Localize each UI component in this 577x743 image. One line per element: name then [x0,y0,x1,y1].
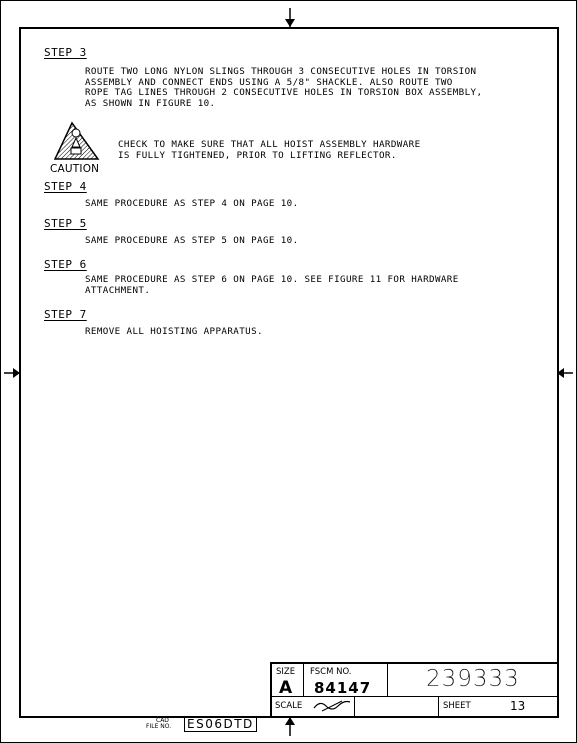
left-center-arrow-icon [4,366,21,380]
file-no-label: FILE NO. [146,723,172,730]
top-center-arrow-icon [283,8,297,28]
fscm-value: 84147 [314,679,372,697]
cad-label: CAD [156,717,169,724]
size-label: SIZE [276,667,296,677]
step-7-text: REMOVE ALL HOISTING APPARATUS. [85,326,263,337]
fscm-label: FSCM NO. [310,667,352,677]
step-3-text: ROUTE TWO LONG NYLON SLINGS THROUGH 3 CONSECUTIVE HOLES IN TORSION ASSEMBLY AND CONNECT ENDS USING A 5/8" SHACKLE. ALSO ROUTE TWO ROPE TAG LINES THROUGH 2 CONSECUTIVE HOLES IN TORSION BOX ASSEMBLY, AS SHOWN IN FIGURE 10. [85,66,483,109]
sheet-label: SHEET [443,701,471,711]
scale-none-symbol-icon [312,698,352,714]
bottom-center-arrow-icon [283,716,297,736]
step-6-text: SAME PROCEDURE AS STEP 6 ON PAGE 10. SEE FIGURE 11 FOR HARDWARE ATTACHMENT. [85,274,459,296]
size-value: A [279,678,293,698]
caution-warning-icon [52,121,108,163]
caution-text: CHECK TO MAKE SURE THAT ALL HOIST ASSEMBLY HARDWARE IS FULLY TIGHTENED, PRIOR TO LIFTING REFLECTOR. [118,139,421,161]
title-block [270,662,557,716]
step-4-text: SAME PROCEDURE AS STEP 4 ON PAGE 10. [85,198,299,209]
sheet-value: 13 [510,699,526,713]
step-5-text: SAME PROCEDURE AS STEP 5 ON PAGE 10. [85,235,299,246]
step-7-heading: STEP 7 [44,308,87,321]
step-3-heading: STEP 3 [44,46,87,59]
step-4-heading: STEP 4 [44,180,87,193]
step-5-heading: STEP 5 [44,217,87,230]
scale-label: SCALE [275,701,303,711]
caution-label: CAUTION [50,163,100,175]
cad-file-number: ES06DTD [184,716,257,732]
caution-symbol [50,121,110,175]
cad-file-label [146,718,171,730]
drawing-number: 239333 [426,666,520,692]
right-center-arrow-icon [556,366,573,380]
step-6-heading: STEP 6 [44,258,87,271]
